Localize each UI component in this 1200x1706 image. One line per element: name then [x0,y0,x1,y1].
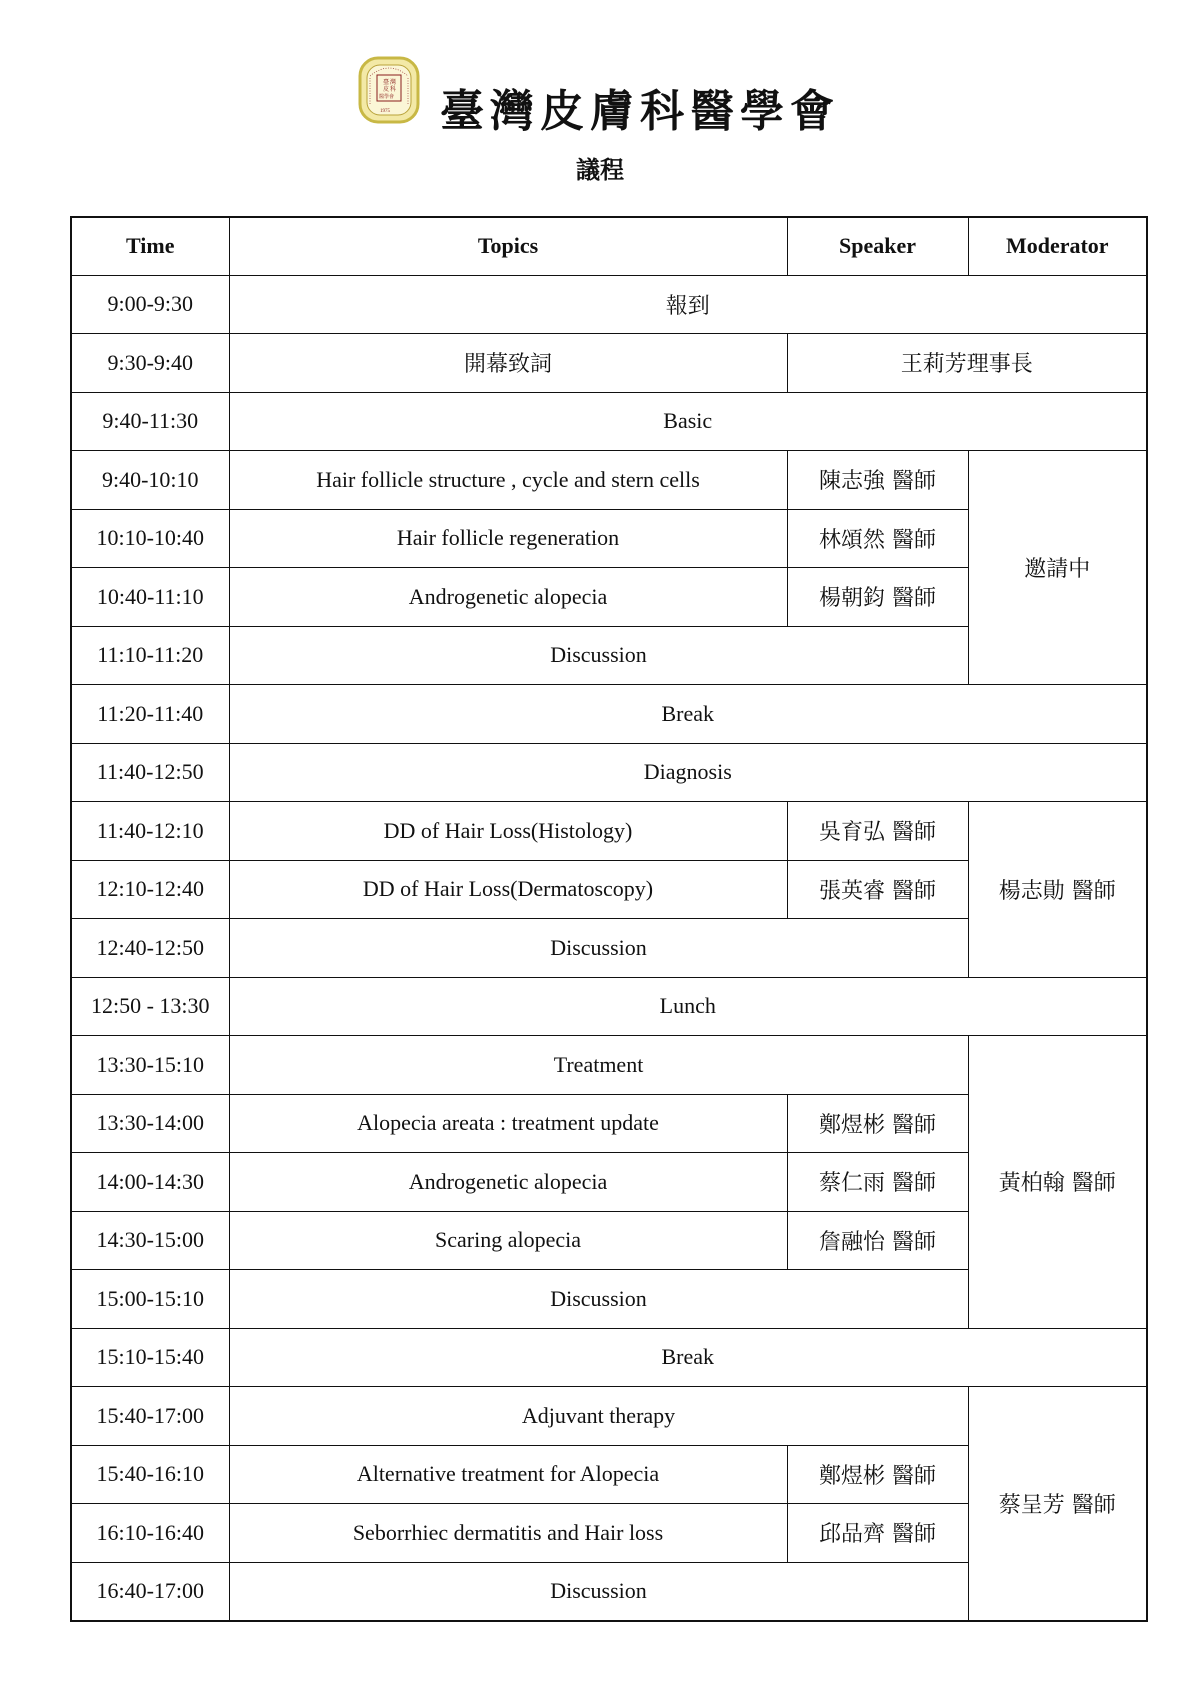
moderator-cell: 邀請中 [968,451,1147,685]
table-row [71,392,1147,451]
table-header-row [71,217,1147,275]
speaker-cell: 張英睿 醫師 [787,860,968,919]
svg-text:臺: 臺 [383,80,390,86]
document-header [0,0,1200,210]
time-cell: 11:40-12:50 [71,743,229,802]
table-row [71,685,1147,744]
table-row [71,275,1147,334]
time-cell: 12:50 - 13:30 [71,977,229,1036]
time-cell: 12:10-12:40 [71,860,229,919]
session-title: Diagnosis [229,743,1147,802]
time-cell: 9:40-10:10 [71,451,229,510]
moderator-cell: 黃柏翰 醫師 [968,1036,1147,1329]
time-cell: 9:40-11:30 [71,392,229,451]
discussion-cell: Discussion [229,626,968,685]
time-cell: 9:30-9:40 [71,334,229,393]
time-cell: 12:40-12:50 [71,919,229,978]
topic-cell: DD of Hair Loss(Histology) [229,802,787,861]
topic-cell: Androgenetic alopecia [229,1153,787,1212]
column-header-moderator: Moderator [968,217,1147,275]
column-header-topics: Topics [229,217,787,275]
time-cell: 10:10-10:40 [71,509,229,568]
time-cell: 15:40-16:10 [71,1445,229,1504]
table-row [71,743,1147,802]
session-title: Treatment [229,1036,968,1095]
speaker-cell: 吳育弘 醫師 [787,802,968,861]
svg-text:科: 科 [390,87,397,93]
time-cell: 15:10-15:40 [71,1328,229,1387]
topic-cell: Hair follicle regeneration [229,509,787,568]
topic-cell: Alopecia areata : treatment update [229,1094,787,1153]
topic-cell: Androgenetic alopecia [229,568,787,627]
time-cell: 10:40-11:10 [71,568,229,627]
time-cell: 14:30-15:00 [71,1211,229,1270]
speaker-cell: 王莉芳理事長 [787,334,1147,393]
topic-cell: Hair follicle structure , cycle and stern cells [229,451,787,510]
session-title: 報到 [229,275,1147,334]
session-title: Break [229,1328,1147,1387]
discussion-cell: Discussion [229,1562,968,1621]
time-cell: 13:30-15:10 [71,1036,229,1095]
topic-cell: Alternative treatment for Alopecia [229,1445,787,1504]
table-row [71,977,1147,1036]
speaker-cell: 邱品齊 醫師 [787,1504,968,1563]
table-row [71,1036,1147,1095]
table-row [71,802,1147,861]
svg-text:醫學會: 醫學會 [379,95,395,100]
time-cell: 14:00-14:30 [71,1153,229,1212]
svg-text:灣: 灣 [390,80,397,86]
table-row [71,1328,1147,1387]
discussion-cell: Discussion [229,919,968,978]
topic-cell: DD of Hair Loss(Dermatoscopy) [229,860,787,919]
column-header-speaker: Speaker [787,217,968,275]
topic-cell: 開幕致詞 [229,334,787,393]
time-cell: 13:30-14:00 [71,1094,229,1153]
time-cell: 16:40-17:00 [71,1562,229,1621]
topic-cell: Seborrhiec dermatitis and Hair loss [229,1504,787,1563]
session-title: Adjuvant therapy [229,1387,968,1446]
table-row [71,334,1147,393]
time-cell: 15:00-15:10 [71,1270,229,1329]
session-title: Lunch [229,977,1147,1036]
moderator-cell: 楊志勛 醫師 [968,802,1147,978]
speaker-cell: 鄭煜彬 醫師 [787,1094,968,1153]
time-cell: 9:00-9:30 [71,275,229,334]
moderator-cell: 蔡呈芳 醫師 [968,1387,1147,1621]
session-title: Basic [229,392,1147,451]
table-row [71,1387,1147,1446]
discussion-cell: Discussion [229,1270,968,1329]
svg-text:皮: 皮 [383,87,390,93]
time-cell: 11:40-12:10 [71,802,229,861]
session-title: Break [229,685,1147,744]
time-cell: 16:10-16:40 [71,1504,229,1563]
speaker-cell: 陳志強 醫師 [787,451,968,510]
column-header-time: Time [71,217,229,275]
association-logo [358,56,420,124]
speaker-cell: 楊朝鈞 醫師 [787,568,968,627]
time-cell: 15:40-17:00 [71,1387,229,1446]
speaker-cell: 林頌然 醫師 [787,509,968,568]
time-cell: 11:20-11:40 [71,685,229,744]
topic-cell: Scaring alopecia [229,1211,787,1270]
document-title: 議程 [576,156,624,184]
organization-title: 臺灣皮膚科醫學會 [440,86,840,137]
time-cell: 11:10-11:20 [71,626,229,685]
speaker-cell: 詹融怡 醫師 [787,1211,968,1270]
svg-text:1975: 1975 [380,109,390,114]
speaker-cell: 鄭煜彬 醫師 [787,1445,968,1504]
table-row [71,451,1147,510]
speaker-cell: 蔡仁雨 醫師 [787,1153,968,1212]
agenda-table [70,216,1148,1622]
